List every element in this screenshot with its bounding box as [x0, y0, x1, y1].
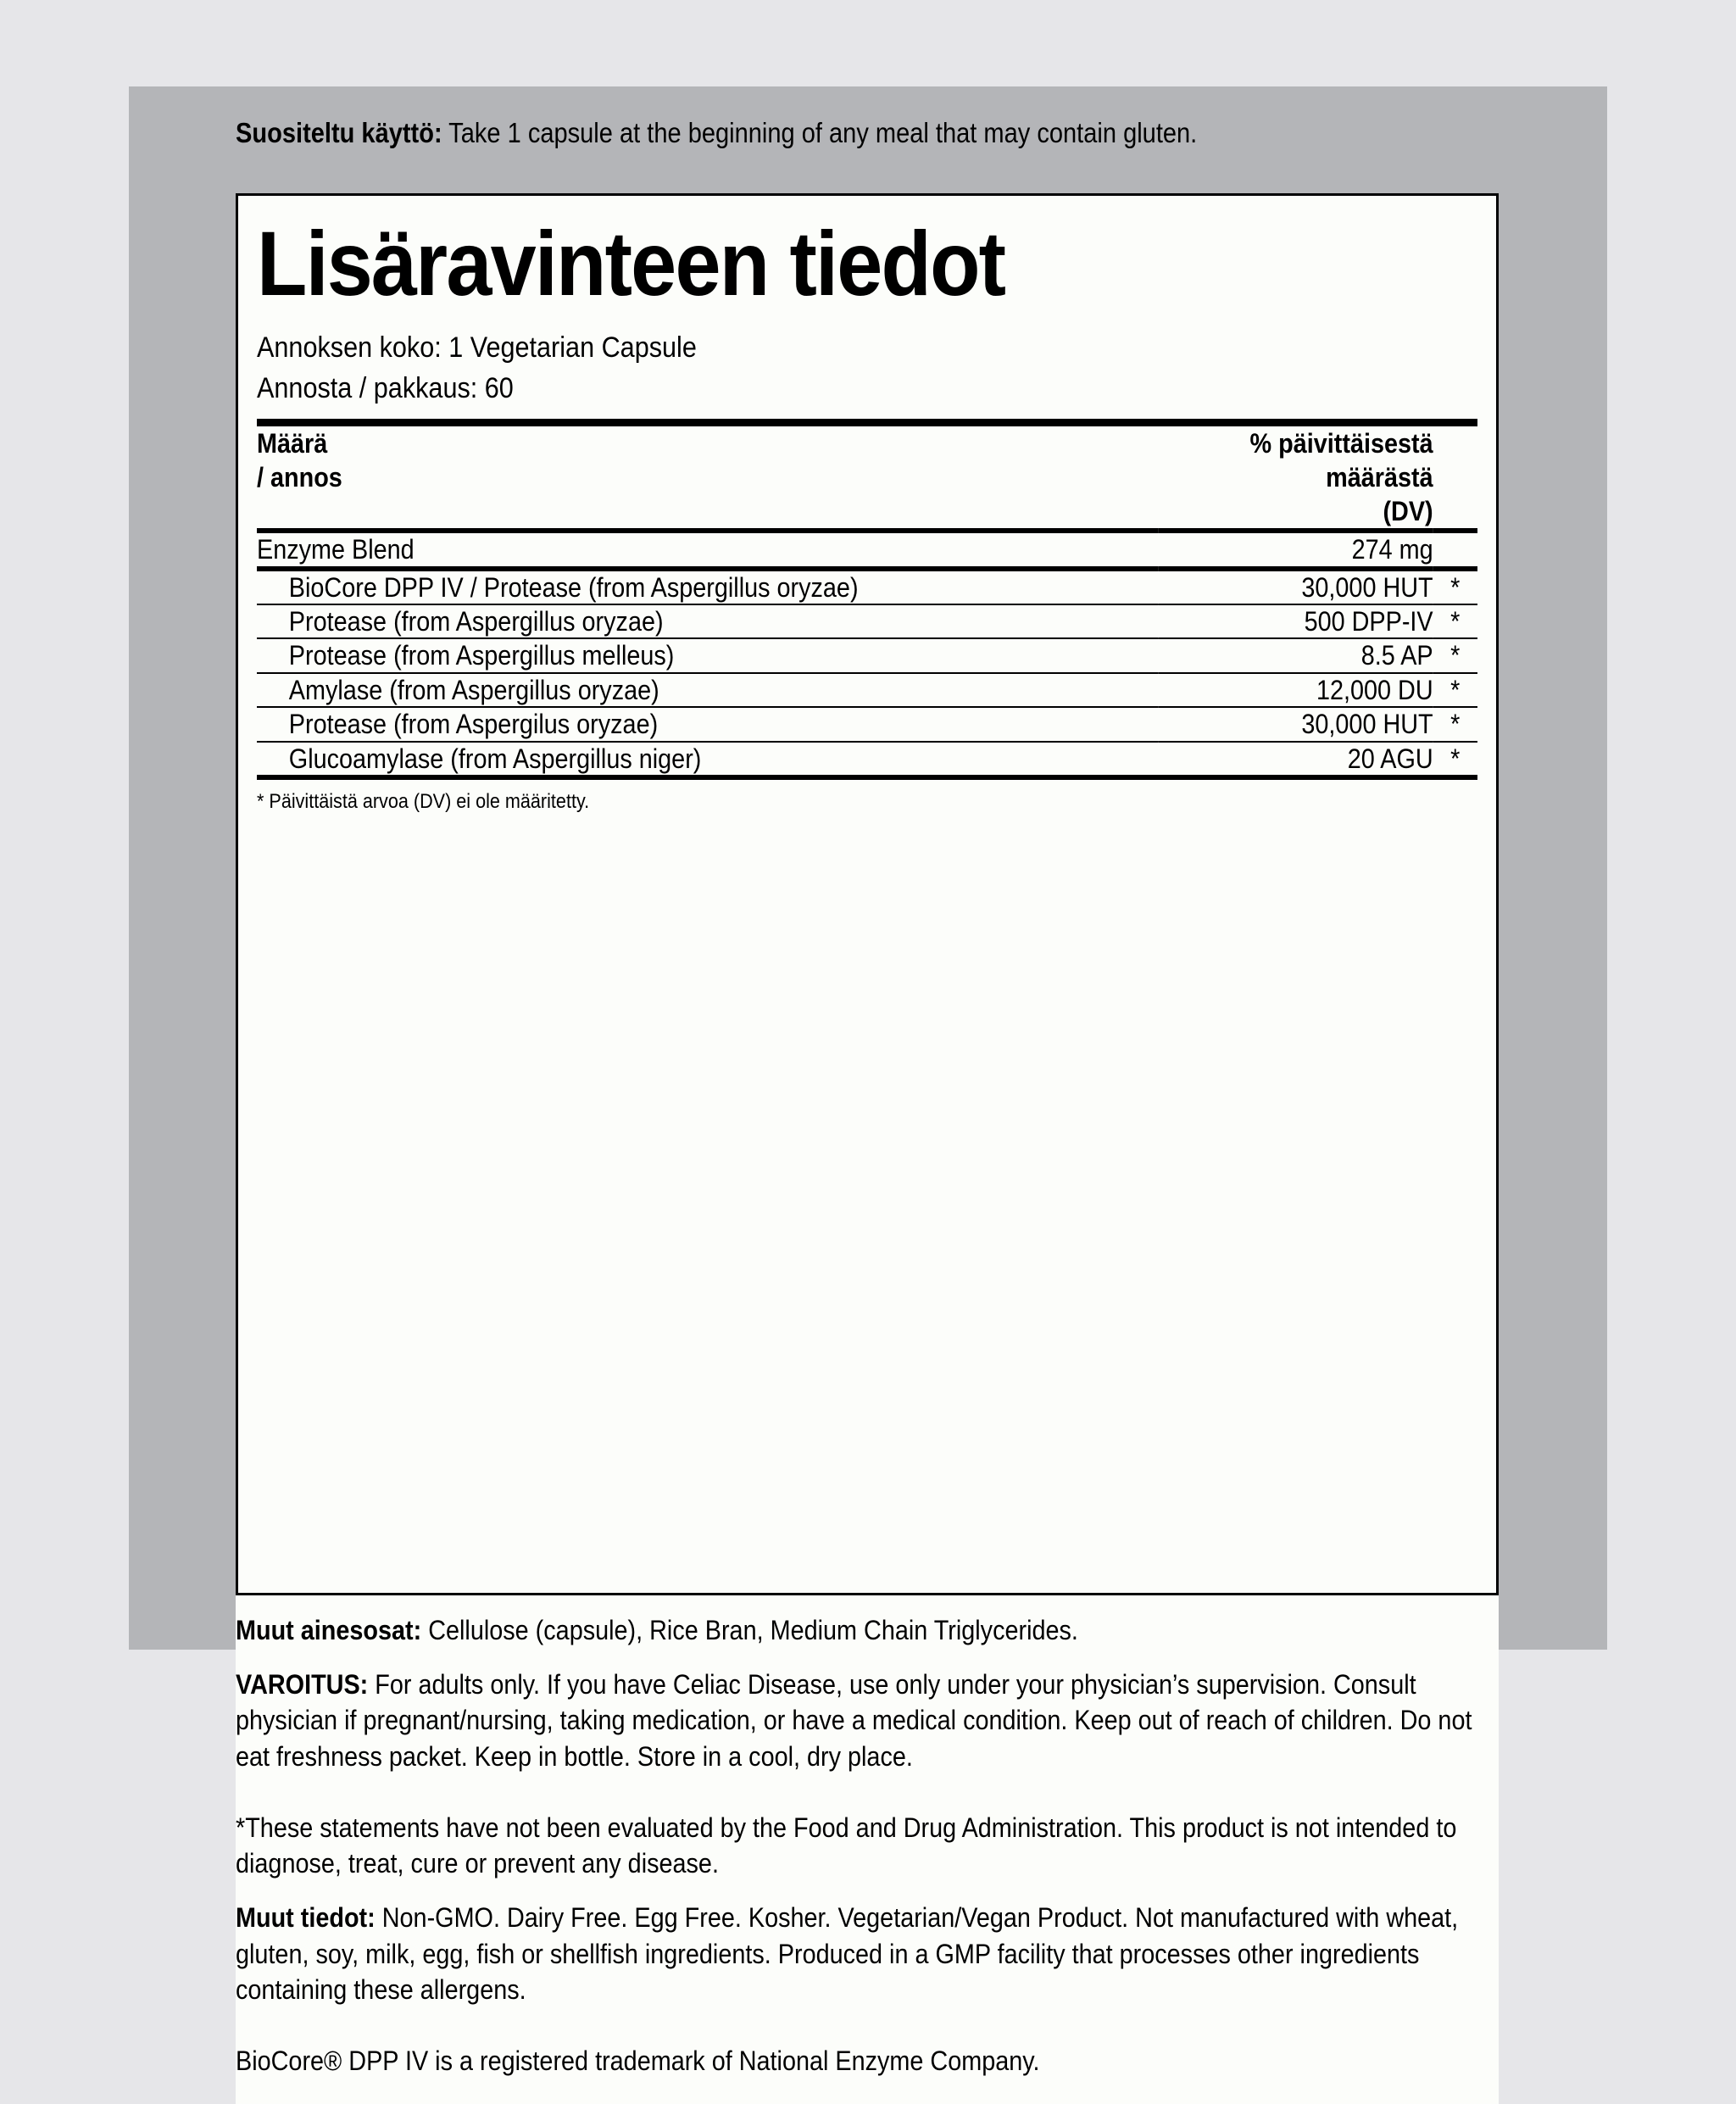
- supplement-facts-panel: [236, 193, 1499, 1595]
- ingredient-dv: *: [1433, 569, 1477, 604]
- header-amount-line2: / annos: [257, 462, 342, 493]
- ingredient-name: Protease (from Aspergillus melleus): [257, 638, 1159, 672]
- directions-line: [236, 115, 1404, 150]
- table-header-row: [257, 426, 1477, 531]
- dv-footnote: * Päivittäistä arvoa (DV) ei ole määritetty.: [257, 789, 590, 813]
- ingredient-dv: *: [1433, 673, 1477, 707]
- ingredient-name: BioCore DPP IV / Protease (from Aspergillus oryzae): [257, 569, 1159, 604]
- table-row: [257, 604, 1477, 638]
- directions-label: Suositeltu käyttö:: [236, 117, 442, 148]
- header-dv-cell: [1159, 426, 1433, 531]
- header-dv-line3: (DV): [1383, 496, 1433, 527]
- ingredient-dv: *: [1433, 638, 1477, 672]
- ingredient-dv: *: [1433, 742, 1477, 775]
- header-dv-line1: % päivittäisestä: [1249, 428, 1433, 459]
- table-row: [257, 569, 1477, 604]
- serving-size: Annoksen koko: 1 Vegetarian Capsule: [257, 331, 697, 364]
- ingredient-name: Protease (from Aspergillus oryzae): [257, 604, 1159, 638]
- label-plate: [129, 86, 1607, 2077]
- warning-paragraph: [236, 1667, 1499, 1774]
- ingredient-amount: 500 DPP-IV: [1159, 604, 1433, 638]
- servings-per-container: Annosta / pakkaus: 60: [257, 371, 514, 404]
- ingredient-amount: 12,000 DU: [1159, 673, 1433, 707]
- ingredient-amount: 30,000 HUT: [1159, 707, 1433, 741]
- table-row: [257, 638, 1477, 672]
- warning-text: For adults only. If you have Celiac Disease, use only under your physician’s supervision. Consult physician if pregnant/nursing, taking medication, or have a medical condition. Keep out of reach of children. Do not eat freshness packet. Keep in bottle. Store in a cool, dry place.: [236, 1669, 1472, 1772]
- other-ingredients-label: Muut ainesosat:: [236, 1615, 422, 1645]
- header-amount-line1: Määrä: [257, 428, 328, 459]
- other-info-paragraph: [236, 1900, 1499, 2007]
- fda-disclaimer: *These statements have not been evaluated by the Food and Drug Administration. This product is not intended to diagnose, treat, cure or prevent any disease.: [236, 1812, 1457, 1879]
- ingredient-amount: 8.5 AP: [1159, 638, 1433, 672]
- lower-text-block: [236, 1612, 1499, 2097]
- ingredient-dv: *: [1433, 604, 1477, 638]
- ingredient-name: Protease (from Aspergilus oryzae): [257, 707, 1159, 741]
- nutrition-table: [257, 426, 1477, 775]
- ingredient-dv: [1433, 531, 1477, 568]
- plate-inner: [173, 115, 1563, 2077]
- ingredient-amount: 274 mg: [1159, 531, 1433, 568]
- header-amount-cell: [257, 426, 1159, 531]
- page-title: Lisäravinteen tiedot: [257, 212, 1005, 314]
- table-row: [257, 742, 1477, 775]
- rule-below-servings: [257, 419, 1477, 426]
- warning-label: VAROITUS:: [236, 1669, 369, 1700]
- other-ingredients-text: Cellulose (capsule), Rice Bran, Medium Chain Triglycerides.: [428, 1615, 1078, 1645]
- nutrition-table-body: [257, 426, 1477, 775]
- table-row: [257, 673, 1477, 707]
- ingredient-name: Amylase (from Aspergillus oryzae): [257, 673, 1159, 707]
- directions-text: Take 1 capsule at the beginning of any meal that may contain gluten.: [448, 117, 1198, 148]
- other-info-label: Muut tiedot:: [236, 1902, 376, 1934]
- ingredient-amount: 20 AGU: [1159, 742, 1433, 775]
- trademark-notice: BioCore® DPP IV is a registered trademark of National Enzyme Company.: [236, 2046, 1040, 2077]
- other-info-text: Non-GMO. Dairy Free. Egg Free. Kosher. Vegetarian/Vegan Product. Not manufactured with wheat, gluten, soy, milk, egg, fish or shellfish ingredients. Produced in a GMP facility that processes other ingredients containing these allergens.: [236, 1902, 1459, 2005]
- ingredient-name: Enzyme Blend: [257, 531, 1159, 568]
- table-row: [257, 531, 1477, 568]
- table-row: [257, 707, 1477, 741]
- ingredient-dv: *: [1433, 707, 1477, 741]
- ingredient-name: Glucoamylase (from Aspergillus niger): [257, 742, 1159, 775]
- header-spacer-cell: [1433, 426, 1477, 531]
- other-ingredients-paragraph: [236, 1612, 1499, 1648]
- header-dv-line2: määrästä: [1326, 462, 1433, 493]
- ingredient-amount: 30,000 HUT: [1159, 569, 1433, 604]
